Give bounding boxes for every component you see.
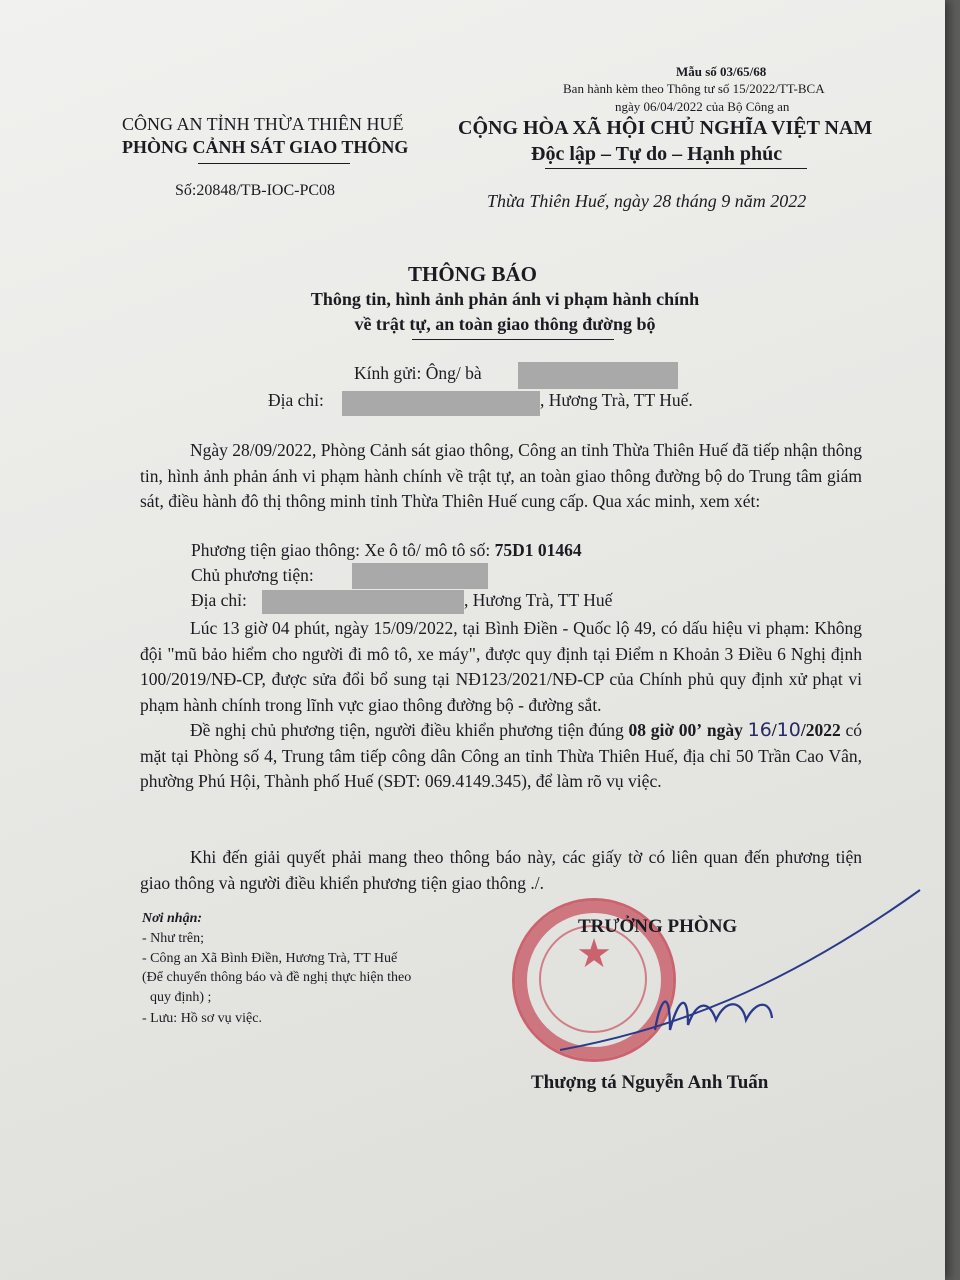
owner-label: Chủ phương tiện: (191, 565, 314, 585)
paragraph-request (140, 718, 862, 795)
redacted-owner-address (262, 590, 464, 614)
handwritten-signature (520, 880, 945, 1060)
request-text-1: Đề nghị chủ phương tiện, người điều khiển phương tiện đúng (190, 720, 629, 740)
form-issued-line1: Ban hành kèm theo Thông tư số 15/2022/TT-BCA (563, 81, 825, 96)
paragraph-closing: Khi đến giải quyết phải mang theo thông báo này, các giấy tờ có liên quan đến phương tiện giao thông và người điều khiển phương tiện giao thông ./. (140, 847, 862, 893)
vehicle-label: Phương tiện giao thông: Xe ô tô/ mô tô số: (191, 540, 495, 560)
addressee-greeting: Kính gửi: Ông/ bà (354, 363, 482, 383)
vehicle-plate: 75D1 01464 (494, 540, 582, 560)
agency-parent: CÔNG AN TỈNH THỪA THIÊN HUẾ (122, 114, 404, 134)
place-date: Thừa Thiên Huế, ngày 28 tháng 9 năm 2022 (487, 191, 807, 211)
request-text-2: có mặt tại Phòng số 4, Trung tâm tiếp công dân Công an tỉnh Thừa Thiên Huế, địa chỉ 50 Trần Cao Vân, phường Phú Hội, Thành phố Huế (SĐT: 069.4149.345), để làm rõ vụ việc. (140, 720, 863, 791)
redacted-owner (352, 563, 488, 589)
form-issued-line2: ngày 06/04/2022 của Bộ Công an (615, 99, 790, 114)
request-day-label: ngày (706, 720, 748, 740)
agency-underline (198, 163, 350, 164)
motto-underline (545, 168, 807, 169)
recipient-item: quy định) ; (150, 990, 212, 1005)
owner-address-suffix: , Hương Trà, TT Huế (464, 590, 613, 610)
signer-name: Thượng tá Nguyễn Anh Tuấn (531, 1072, 769, 1093)
nation-motto: Độc lập – Tự do – Hạnh phúc (531, 143, 783, 165)
notice-subtitle-1: Thông tin, hình ảnh phản ánh vi phạm hành chính (310, 289, 700, 309)
recipient-item: - Công an Xã Bình Điền, Hương Trà, TT Huế (142, 951, 398, 966)
owner-address-label: Địa chỉ: (191, 590, 247, 610)
addressee-address-suffix: , Hương Trà, TT Huế. (540, 390, 693, 410)
redacted-name (518, 362, 678, 389)
request-day-handwritten: 16 (747, 719, 772, 741)
notice-title: THÔNG BÁO (408, 262, 537, 286)
nation-name: CỘNG HÒA XÃ HỘI CHỦ NGHĨA VIỆT NAM (458, 117, 873, 139)
document-number: Số:20848/TB-IOC-PC08 (175, 182, 336, 199)
recipient-item: - Lưu: Hồ sơ vụ việc. (142, 1011, 262, 1026)
request-year: /2022 (800, 720, 841, 740)
signature-position: TRƯỞNG PHÒNG (578, 916, 738, 937)
agency-department: PHÒNG CẢNH SÁT GIAO THÔNG (122, 137, 409, 157)
request-time: 08 giờ 00’ (628, 720, 703, 740)
form-number: Mẫu số 03/65/68 (676, 64, 767, 79)
recipients-heading: Nơi nhận: (142, 911, 203, 926)
request-month-handwritten: 10 (776, 719, 801, 741)
recipient-item: - Như trên; (142, 931, 205, 946)
vehicle-line (191, 540, 582, 561)
addressee-address-label: Địa chỉ: (268, 390, 324, 410)
signature-stroke (560, 890, 920, 1050)
subtitle-underline (412, 339, 614, 340)
redacted-address (342, 391, 540, 416)
paragraph-violation: Lúc 13 giờ 04 phút, ngày 15/09/2022, tại Bình Điền - Quốc lộ 49, có dấu hiệu vi phạm: Không đội "mũ bảo hiểm cho người đi mô tô, xe máy", được quy định tại Điểm n Khoản 3 Điều 6 Nghị định 100/2019/NĐ-CP, được sửa đổi bổ sung tại NĐ123/2021/NĐ-CP của Chính phủ quy định xử phạt vi phạm hành chính trong lĩnh vực giao thông đường bộ - đường sắt. (140, 618, 862, 715)
star-icon: ★ (576, 931, 612, 977)
request-separator: / (771, 720, 777, 740)
notice-subtitle-2: về trật tự, an toàn giao thông đường bộ (354, 314, 656, 334)
recipient-item: (Để chuyển thông báo và đề nghị thực hiện theo (142, 970, 412, 985)
paragraph-received: Ngày 28/09/2022, Phòng Cảnh sát giao thông, Công an tỉnh Thừa Thiên Huế đã tiếp nhận thông tin, hình ảnh phản ánh vi phạm hành chính về trật tự, an toàn giao thông đường bộ do Trung tâm giám sát, điều hành đô thị thông minh tỉnh Thừa Thiên Huế cung cấp. Qua xác minh, xem xét: (140, 440, 862, 511)
